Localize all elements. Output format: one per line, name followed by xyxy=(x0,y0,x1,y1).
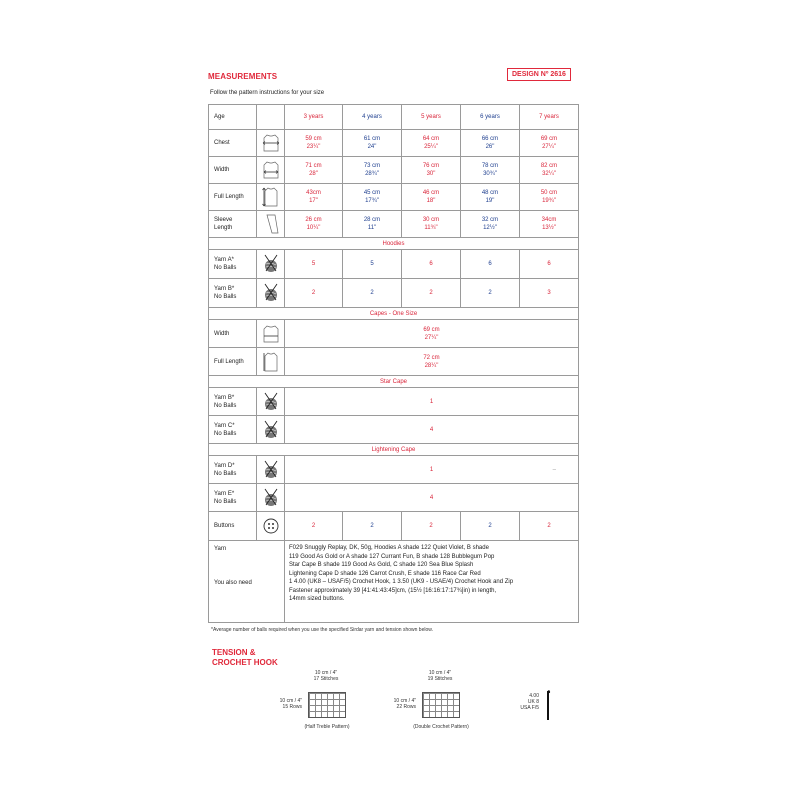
yarn-line: F029 Snuggly Replay, DK, 50g, Hoodies A shade 122 Quiet Violet, B shade xyxy=(289,545,489,551)
hoodies-heading: Hoodies xyxy=(209,238,579,250)
hoodie-yarn-a-3: 6 xyxy=(461,250,520,279)
full-length-row xyxy=(209,184,579,211)
width-in-2: 30" xyxy=(426,171,436,177)
swatch1-width: 10 cm / 4" xyxy=(314,670,338,676)
light-yarn-e-value: 4 xyxy=(285,484,579,512)
star-yarn-b-label: Yarn B* xyxy=(214,394,235,401)
swatch2-stitches: 19 Stitches xyxy=(427,676,453,682)
hoodie-yarn-b-4: 3 xyxy=(520,279,579,308)
chest-cm-2: 64 cm xyxy=(422,136,440,142)
swatch1-stitches: 17 Stitches xyxy=(313,676,339,682)
star-yarn-c-value: 4 xyxy=(285,416,579,444)
tension-title: TENSION & xyxy=(212,648,256,657)
star-yarn-c-label: Yarn C* xyxy=(214,422,235,429)
chest-cm-0: 59 cm xyxy=(305,136,322,142)
age-3: 3 years xyxy=(285,105,343,130)
length-in-0: 17" xyxy=(309,198,318,204)
age-7: 7 years xyxy=(520,105,579,130)
swatch1-height: 10 cm / 4" xyxy=(279,698,302,704)
star-cape-section-row xyxy=(209,376,579,388)
length-cm-1: 45 cm xyxy=(363,190,381,196)
yarn-label: Yarn xyxy=(214,546,227,552)
width-cm-2: 76 cm xyxy=(422,163,440,169)
length-in-4: 19¾" xyxy=(542,198,556,204)
lightening-yarn-e-row xyxy=(209,484,579,512)
hoodie-yarn-b-2: 2 xyxy=(402,279,461,308)
length-in-1: 17¾" xyxy=(365,198,379,204)
sleeve-cm-4: 34cm xyxy=(541,217,557,223)
length-cm-4: 50 cm xyxy=(540,190,558,196)
footnote: *Average number of balls required when you use the specified Sirdar yarn and tension shown below. xyxy=(211,627,433,633)
light-yarn-e-sublabel: No Balls xyxy=(214,498,237,505)
chest-cm-1: 61 cm xyxy=(363,136,381,142)
age-row xyxy=(209,105,579,130)
length-in-3: 19" xyxy=(485,198,495,204)
lightening-cape-heading: Lightening Cape xyxy=(209,444,579,456)
sleeve-in-3: 12½" xyxy=(483,225,497,231)
width-in-0: 28" xyxy=(309,171,318,177)
sleeve-icon xyxy=(257,211,285,238)
buttons-row xyxy=(209,512,579,541)
width-cm-4: 82 cm xyxy=(540,163,558,169)
width-in-4: 32¼" xyxy=(542,171,556,177)
age-5: 5 years xyxy=(402,105,461,130)
hoodie-yarn-b-3: 2 xyxy=(461,279,520,308)
cape-length-row xyxy=(209,348,579,376)
need-line: 1 4.00 (UK8 – USAF/5) Crochet Hook, 1 3.50 (UK9 - USAE/4) Crochet Hook and Zip xyxy=(289,579,514,585)
hoodie-yarn-a-4: 6 xyxy=(520,250,579,279)
light-yarn-d-value: 1 xyxy=(429,466,434,473)
sleeve-in-2: 11¾" xyxy=(424,225,438,231)
sleeve-cm-3: 32 cm xyxy=(481,217,499,223)
cape-length-label: Full Length xyxy=(209,348,257,376)
cape-width-cm: 69 cm xyxy=(423,326,440,333)
hoodie-yarn-b-0: 2 xyxy=(285,279,343,308)
age-6: 6 years xyxy=(461,105,520,130)
jacket-chest-icon xyxy=(257,130,285,157)
hook-size: 4.00 xyxy=(529,693,539,699)
width-cm-3: 78 cm xyxy=(481,163,499,169)
yarn-b-sublabel: No Balls xyxy=(214,294,237,300)
age-label: Age xyxy=(209,105,257,130)
light-yarn-d-sublabel: No Balls xyxy=(214,470,237,477)
you-also-need-label: You also need xyxy=(214,580,252,586)
cape-length-in: 28¼" xyxy=(424,362,439,369)
cape-width-label: Width xyxy=(209,320,257,348)
chest-in-4: 27¼" xyxy=(542,144,556,150)
hoodie-yarn-a-0: 5 xyxy=(285,250,343,279)
star-yarn-c-sublabel: No Balls xyxy=(214,430,237,437)
yarn-ball-icon xyxy=(257,484,285,512)
swatch2-caption: (Double Crochet Pattern) xyxy=(413,724,469,730)
yarn-line: Star Cape B shade 119 Good As Gold, C shade 120 Sea Blue Splash xyxy=(289,562,474,568)
chest-in-0: 23¼" xyxy=(306,144,321,150)
length-cm-3: 48 cm xyxy=(481,190,499,196)
width-label: Width xyxy=(209,157,257,184)
buttons-0: 2 xyxy=(285,512,343,541)
chest-label: Chest xyxy=(209,130,257,157)
full-length-label: Full Length xyxy=(209,184,257,211)
chest-cm-3: 66 cm xyxy=(481,136,499,142)
buttons-3: 2 xyxy=(461,512,520,541)
cape-length-cm: 72 cm xyxy=(423,354,440,361)
swatch2-width: 10 cm / 4" xyxy=(428,670,452,676)
cape-width-in: 27¼" xyxy=(424,334,439,341)
yarn-a-sublabel: No Balls xyxy=(214,265,237,271)
length-in-2: 18" xyxy=(426,198,436,204)
capes-section-row xyxy=(209,308,579,320)
star-yarn-c-row xyxy=(209,416,579,444)
capes-heading: Capes - One Size xyxy=(209,308,579,320)
chest-row xyxy=(209,130,579,157)
lightening-cape-section-row xyxy=(209,444,579,456)
yarn-line: 119 Good As Gold or A shade 127 Currant Fun, B shade 128 Bubblegum Pop xyxy=(289,553,495,560)
measurements-table xyxy=(208,104,579,623)
star-yarn-b-sublabel: No Balls xyxy=(214,402,237,409)
design-number: DESIGN Nº 2616 xyxy=(507,68,571,81)
cape-length-icon xyxy=(257,348,285,376)
width-in-3: 30¾" xyxy=(483,171,497,177)
button-icon xyxy=(257,512,285,541)
sleeve-label-2: Length xyxy=(214,225,233,231)
buttons-1: 2 xyxy=(343,512,402,541)
light-yarn-e-label: Yarn E* xyxy=(214,490,235,497)
cape-width-icon xyxy=(257,320,285,348)
sleeve-in-0: 10¼" xyxy=(306,225,321,231)
light-yarn-d-label: Yarn D* xyxy=(214,462,235,469)
swatch2-height: 10 cm / 4" xyxy=(393,698,416,704)
star-yarn-b-row xyxy=(209,388,579,416)
hook-usa: USA F/5 xyxy=(520,705,539,711)
sleeve-cm-1: 28 cm xyxy=(363,217,381,223)
hoodie-yarn-a-1: 5 xyxy=(343,250,402,279)
tension-subtitle: CROCHET HOOK xyxy=(212,658,278,667)
page-title: MEASUREMENTS xyxy=(208,72,278,81)
hoodies-yarn-a-row xyxy=(209,250,579,279)
need-line: Fastener approximately 39 [41:41:43:45]cm, (15½ [16:16:17:17¾]in) in length, xyxy=(289,587,497,594)
sleeve-in-1: 11" xyxy=(367,225,377,231)
star-yarn-b-value: 1 xyxy=(285,388,579,416)
tension-swatch-grid xyxy=(308,692,346,718)
buttons-label: Buttons xyxy=(209,512,257,541)
yarn-ball-icon xyxy=(257,250,285,279)
subtitle: Follow the pattern instructions for your size xyxy=(210,90,325,96)
star-cape-heading: Star Cape xyxy=(209,376,579,388)
yarn-line: Lightening Cape D shade 126 Carrot Crush, E shade 116 Race Car Red xyxy=(289,570,481,577)
yarn-ball-icon xyxy=(257,279,285,308)
yarn-info-row xyxy=(209,541,579,623)
swatch2-rows: 22 Rows xyxy=(396,704,416,710)
width-in-1: 28¾" xyxy=(365,171,379,177)
yarn-ball-icon xyxy=(257,416,285,444)
crochet-hook-icon xyxy=(545,688,551,722)
buttons-4: 2 xyxy=(520,512,579,541)
hoodies-section-row xyxy=(209,238,579,250)
jacket-length-icon xyxy=(257,184,285,211)
sleeve-label: Sleeve xyxy=(214,217,233,223)
chest-in-1: 24" xyxy=(367,144,377,150)
yarn-b-label: Yarn B* xyxy=(214,286,235,292)
hoodies-yarn-b-row xyxy=(209,279,579,308)
tension-swatch-grid xyxy=(422,692,460,718)
light-yarn-d-extra: – xyxy=(552,466,556,473)
swatch1-caption: (Half Treble Pattern) xyxy=(304,724,350,730)
sleeve-in-4: 13½" xyxy=(542,225,556,231)
length-cm-0: 43cm xyxy=(306,190,321,196)
cape-width-row xyxy=(209,320,579,348)
yarn-a-label: Yarn A* xyxy=(214,257,234,263)
chest-in-3: 26" xyxy=(485,144,495,150)
width-cm-0: 71 cm xyxy=(305,163,322,169)
hoodie-yarn-a-2: 6 xyxy=(402,250,461,279)
sleeve-cm-0: 26 cm xyxy=(305,217,322,223)
chest-cm-4: 69 cm xyxy=(540,136,558,142)
age-4: 4 years xyxy=(343,105,402,130)
width-row xyxy=(209,157,579,184)
length-cm-2: 46 cm xyxy=(422,190,440,196)
yarn-ball-icon xyxy=(257,388,285,416)
buttons-2: 2 xyxy=(402,512,461,541)
need-line: 14mm sized buttons. xyxy=(289,596,345,602)
swatch1-rows: 15 Rows xyxy=(282,704,302,710)
hook-uk: UK 8 xyxy=(527,699,539,705)
width-cm-1: 73 cm xyxy=(363,163,381,169)
hoodie-yarn-b-1: 2 xyxy=(343,279,402,308)
chest-in-2: 25¼" xyxy=(424,144,438,150)
jacket-width-icon xyxy=(257,157,285,184)
sleeve-row xyxy=(209,211,579,238)
sleeve-cm-2: 30 cm xyxy=(422,217,440,223)
yarn-ball-icon xyxy=(257,456,285,484)
lightening-yarn-d-row xyxy=(209,456,579,484)
